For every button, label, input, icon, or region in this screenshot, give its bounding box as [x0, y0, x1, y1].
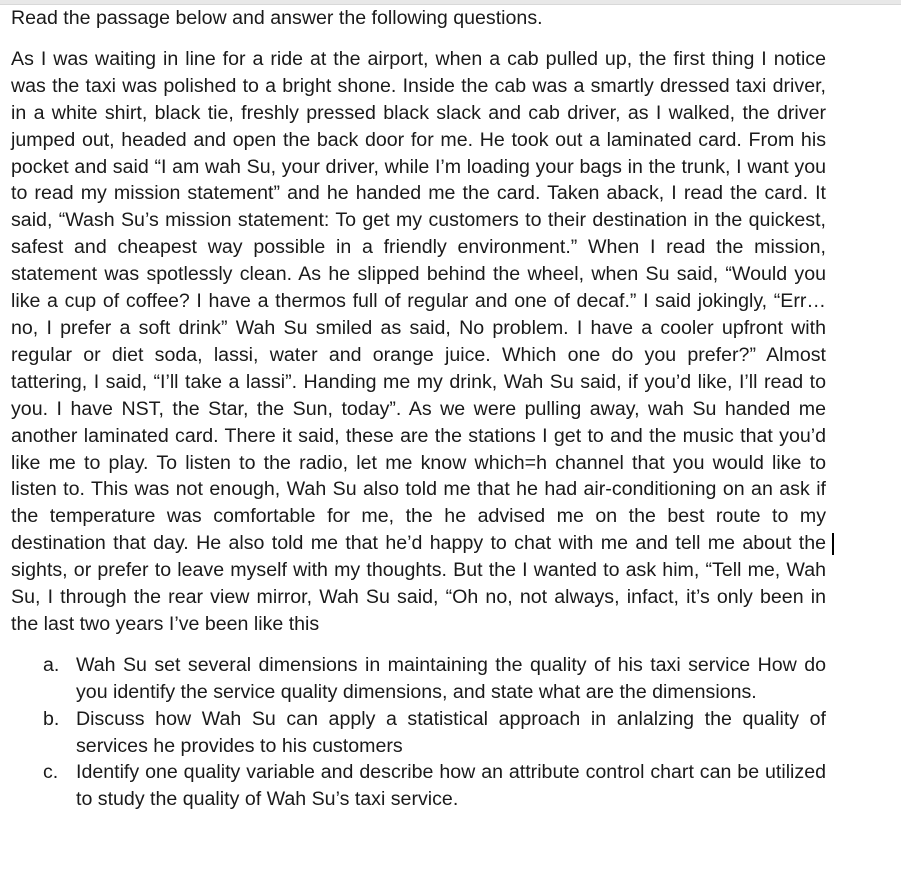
- question-c: [11, 759, 826, 813]
- instructions-text: Read the passage below and answer the following questions.: [11, 7, 543, 29]
- question-b: [11, 706, 826, 760]
- question-a-marker: a.: [43, 653, 60, 676]
- question-b-text: Discuss how Wah Su can apply a statistical approach in anlalzing the quality of services he provides to his customers: [76, 707, 826, 757]
- passage-text: As I was waiting in line for a ride at the airport, when a cab pulled up, the first thing I notice was the taxi was polished to a bright shone. Inside the cab was a smartly dressed taxi driver, in a white shirt, black tie, freshly pressed black slack and cab driver, as I walked, the driver jumped out, headed and open the back door for me. He took out a laminated card. From his pocket and said “I am wah Su, your driver, while I’m loading your bags in the trunk, I want you to read my mission statement” and he handed me the card. Taken aback, I read the card. It said, “Wash Su’s mission statement: To get my customers to their destination in the quickest, safest and cheapest way possible in a friendly environment.” When I read the mission, statement was spotlessly clean. As he slipped behind the wheel, when Su said, “Would you like a cup of coffee? I have a thermos full of regular and one of decaf.” I said jokingly, “Err…no, I prefer a soft drink” Wah Su smiled as said, No problem. I have a cooler upfront with regular or diet soda, lassi, water and orange juice. Which one do you prefer?” Almost tattering, I said, “I’ll take a lassi”. Handing me my drink, Wah Su said, if you’d like, I’ll read to you. I have NST, the Star, the Sun, today”. As we were pulling away, wah Su handed me another laminated card. There it said, these are the stations I get to and the music that you’d like me to play. To listen to the radio, let me know which=h channel that you would like to listen to. This was not enough, Wah Su also told me that he had air-conditioning on an ask if the temperature was comfortable for me, the he advised me on the best route to my destination that day. He also told me that he’d happy to chat with me and tell me about the sights, or prefer to leave myself with my thoughts. But the I wanted to ask him, “Tell me, Wah Su, I through the rear view mirror, Wah Su said, “Oh no, not always, infact, it’s only been in the last two years I’ve been like this: [11, 47, 826, 635]
- question-a-text: Wah Su set several dimensions in maintaining the quality of his taxi service How do you identify the service quality dimensions, and state what are the dimensions.: [76, 653, 826, 703]
- question-a: [11, 652, 826, 706]
- question-b-marker: b.: [43, 707, 60, 730]
- question-c-text: Identify one quality variable and describe how an attribute control chart can be utilized to study the quality of Wah Su’s taxi service.: [76, 761, 826, 811]
- text-cursor: [832, 533, 834, 555]
- question-list: [11, 652, 826, 813]
- question-c-marker: c.: [43, 761, 59, 784]
- document-page[interactable]: [11, 4, 826, 813]
